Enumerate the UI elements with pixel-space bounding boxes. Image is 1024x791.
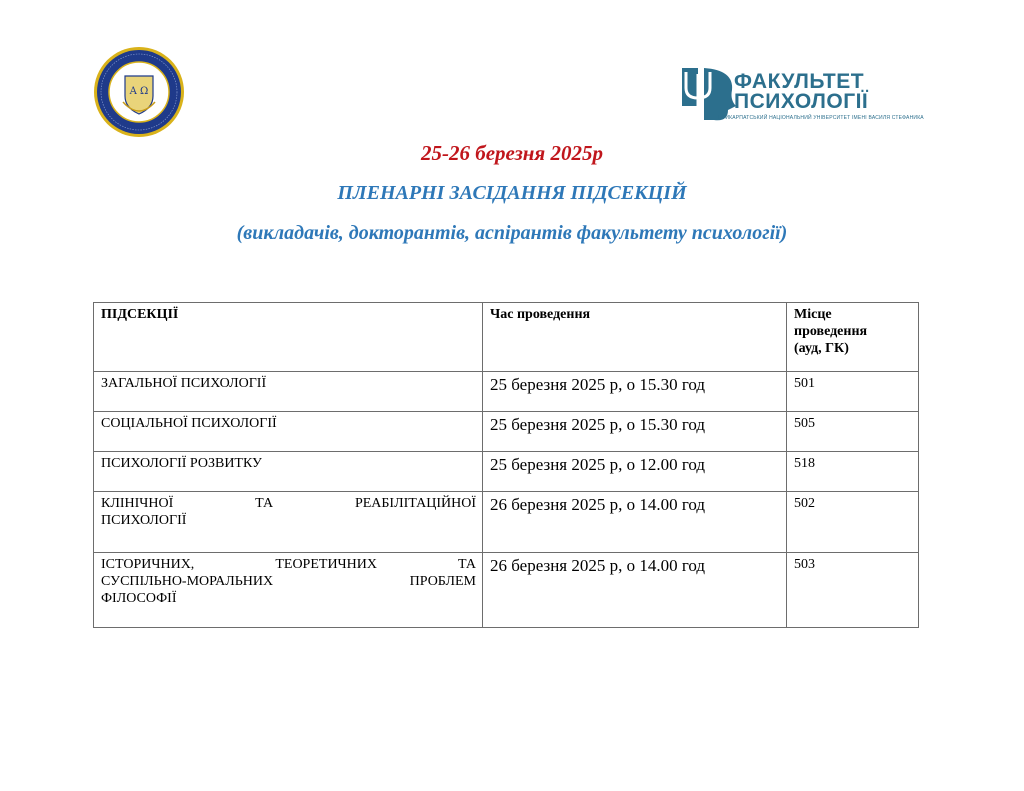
- section-name-line-1: КЛІНІЧНОЇ ТА РЕАБІЛІТАЦІЙНОЇ: [101, 496, 476, 511]
- session-time: 26 березня 2025 р, о 14.00 год: [483, 553, 787, 628]
- psi-head-icon: [678, 66, 736, 122]
- section-name-line-1: ІСТОРИЧНИХ, ТЕОРЕТИЧНИХ ТА: [101, 557, 476, 572]
- schedule-table: [93, 302, 919, 628]
- section-name-line-2: СУСПІЛЬНО-МОРАЛЬНИХ ПРОБЛЕМ: [101, 574, 476, 589]
- faculty-logo-subtitle: ПРИКАРПАТСЬКИЙ НАЦІОНАЛЬНИЙ УНІВЕРСИТЕТ ІМЕНІ ВАСИЛЯ СТЕФАНИКА: [718, 115, 924, 121]
- header-time: Час проведення: [483, 303, 787, 372]
- session-time: 25 березня 2025 р, о 15.30 год: [483, 372, 787, 412]
- room-number: 503: [787, 553, 919, 628]
- university-seal-icon: [93, 46, 185, 138]
- table-row: [94, 492, 919, 553]
- page-title: ПЛЕНАРНІ ЗАСІДАННЯ ПІДСЕКЦІЙ: [337, 182, 687, 204]
- header-place-line-1: Місце: [794, 307, 832, 322]
- section-name-line-2: ПСИХОЛОГІЇ: [101, 513, 187, 528]
- room-number: 501: [787, 372, 919, 412]
- session-time: 25 березня 2025 р, о 15.30 год: [483, 412, 787, 452]
- session-time: 26 березня 2025 р, о 14.00 год: [483, 492, 787, 553]
- page-subtitle: (викладачів, докторантів, аспірантів факультету психології): [236, 222, 788, 244]
- header-place-line-3: (ауд, ГК): [794, 341, 849, 356]
- room-number: 518: [787, 452, 919, 492]
- faculty-logo-word-2: ПСИХОЛОГІЇ: [734, 90, 869, 113]
- section-name: ЗАГАЛЬНОЇ ПСИХОЛОГІЇ: [94, 372, 483, 412]
- table-row: [94, 372, 919, 412]
- section-name: СОЦІАЛЬНОЇ ПСИХОЛОГІЇ: [94, 412, 483, 452]
- section-name: ПСИХОЛОГІЇ РОЗВИТКУ: [94, 452, 483, 492]
- section-name: [94, 492, 483, 553]
- section-name-line-3: ФІЛОСОФІЇ: [101, 591, 177, 606]
- table-row: [94, 412, 919, 452]
- room-number: 505: [787, 412, 919, 452]
- table-header-row: [94, 303, 919, 372]
- section-name: [94, 553, 483, 628]
- header-section: ПІДСЕКЦІЇ: [94, 303, 483, 372]
- header-place: [787, 303, 919, 372]
- table-row: [94, 452, 919, 492]
- event-date-heading: 25-26 березня 2025р: [420, 141, 603, 165]
- header-place-line-2: проведення: [794, 324, 868, 339]
- faculty-logo-word-1: ФАКУЛЬТЕТ: [734, 70, 865, 93]
- room-number: 502: [787, 492, 919, 553]
- session-time: 25 березня 2025 р, о 12.00 год: [483, 452, 787, 492]
- faculty-logo: [678, 66, 924, 124]
- table-row: [94, 553, 919, 628]
- seal-letters: A Ω: [129, 86, 149, 97]
